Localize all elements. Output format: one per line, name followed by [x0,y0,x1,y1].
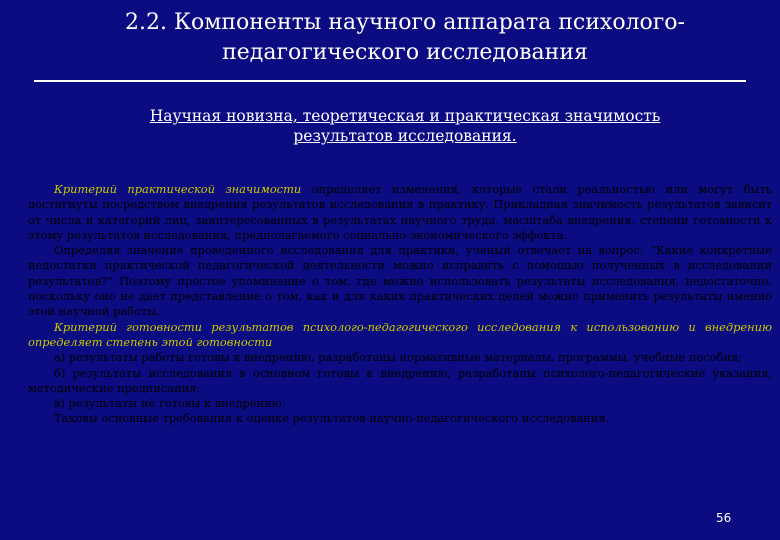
page-number: 56 [716,511,732,525]
paragraph-practice-value: Определяя значение проведенного исследования для практики, ученый отвечает на вопрос: “Какие конкретные недостатки практической педагогической деятельности можно исправить с помощью полученных в исследовании результатов?” Поэтому простое упоминание о том, где можно использовать результаты исследования, недостаточно, поскольку оно не дает представление о том, как и для каких практических целей можно применить результаты именно этой научной работы. [28,243,772,319]
body-text [28,182,772,427]
list-item-c: в) результаты не готовы к внедрению. [54,396,286,411]
list-item-b: б) результаты исследования в основном готовы к внедрению, разработаны психолого-педагогические указания, методические предписания; [28,365,772,395]
paragraph-practical-text: определяет изменения, которые стали реальностью или могут быть достигнуты посредством внедрения результатов исследования в практику. Прикладная значимость результатов зависит от числа и категорий лиц, заинтересованных в результатах научного труда, масштаба внедрения, степени готовности к этому результатов исследования, предполагаемого социально-экономического эффекта. [28,182,772,242]
slide-title [60,8,750,68]
list-item-a: а) результаты работы готовы к внедрению, разработаны нормативные материалы, программы, учебные пособия; [54,350,742,365]
slide-title-line-2: педагогического исследования [222,40,588,65]
criterion-practical-term: Критерий практической значимости [54,182,302,196]
section-subtitle-line-1: Научная новизна, теоретическая и практическая значимость [149,107,661,125]
section-subtitle-line-2: результатов исследования. [293,127,517,145]
section-subtitle [60,106,750,146]
title-divider [34,80,746,82]
criterion-readiness-term: Критерий готовности результатов психолого-педагогического исследования к использованию и внедрению определяет степень этой готовности [28,319,772,349]
slide-title-line-1: 2.2. Компоненты научного аппарата психолого- [125,10,685,35]
paragraph-practical-significance [28,182,772,243]
paragraph-readiness-criterion [28,320,772,351]
closing-sentence: Таковы основные требования к оценке результатов научно-педагогического исследования. [54,411,610,426]
